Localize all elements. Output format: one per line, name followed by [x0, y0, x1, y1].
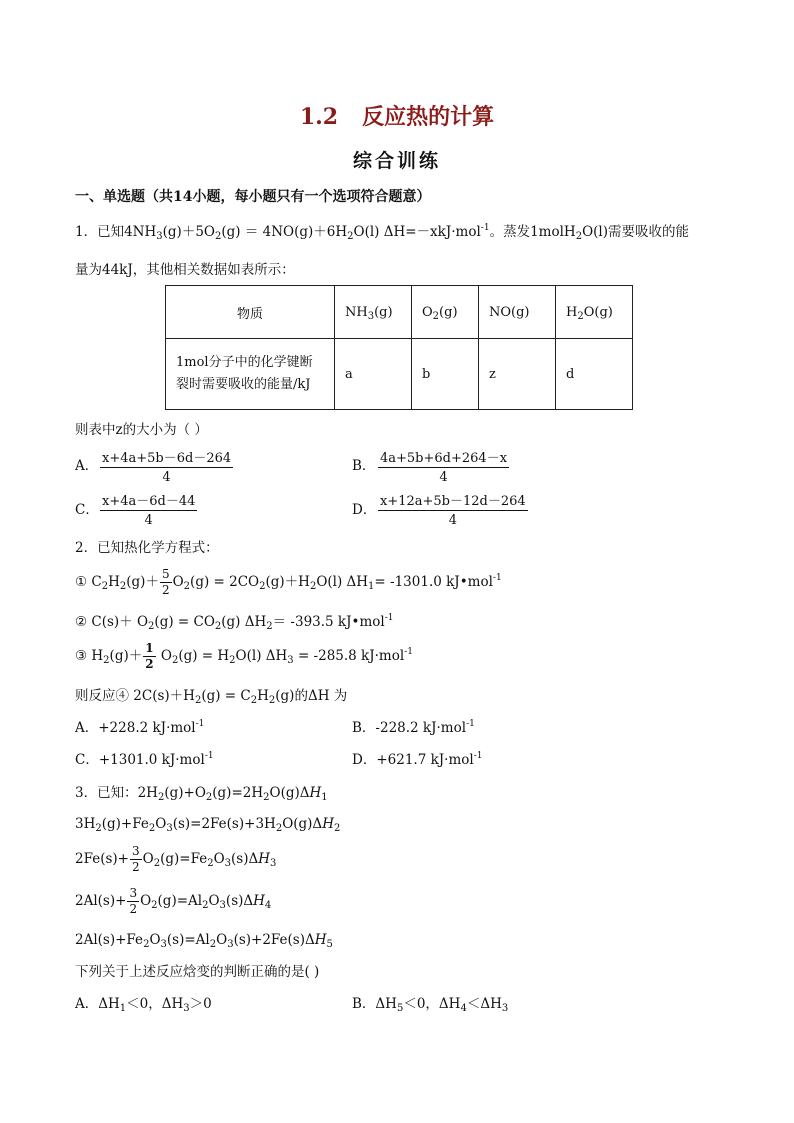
q1-option-c-label: C． [75, 502, 99, 518]
q3-option-a: A．$\Delta H_1<0$，$\Delta H_3>0$ [75, 996, 212, 1014]
q2-option-b: B．-228.2 kJ·mol$^{-1}$ [352, 719, 475, 736]
table-cell: a [335, 339, 412, 410]
table-header-o2: $O_2(g)$ [412, 286, 479, 339]
table-header-substance: 物质 [166, 286, 335, 339]
q3-question: 下列关于上述反应焓变的判断正确的是( ) [75, 964, 320, 980]
q2-option-a: A．+228.2 kJ·mol$^{-1}$ [75, 719, 205, 736]
bond-energy-table [165, 285, 633, 410]
q1-option-c-fraction: $\frac{x+4a-6d-44}{4}$ [100, 490, 197, 528]
section-heading: 一、单选题（共14小题，每小题只有一个选项符合题意） [75, 189, 431, 205]
q2-equation-3: ③ $H_2(g)+$ $\frac{1}{2}$ $O_2(g) = H_2O(l) \Delta H_3 = -285.8$ kJ·mol$^{-1}$ [75, 641, 413, 671]
q2-reaction-4: 则反应④ $2C(s)+H_2(g) = C_2H_2(g)$的ΔH 为 [75, 688, 348, 706]
q3-equation-4: 2Al(s)+ $\frac{3}{2}$ $O_2(g)=Al_2O_3(s)\Delta H_4$ [75, 886, 272, 916]
page-subtitle: 综合训练 [352, 150, 441, 172]
q1-option-b-fraction: $\frac{4a+5b+6d+264-x}{4}$ [378, 447, 509, 485]
table-row-label: 1mol分子中的化学键断 裂时需要吸收的能量/kJ [166, 339, 335, 410]
q2-option-d: D．+621.7 kJ·mol$^{-1}$ [352, 751, 483, 768]
q1-option-d-label: D． [352, 502, 377, 518]
q2-equation-1: ① $C_2H_2(g)+$ $\frac{5}{2}$ $O_2(g) = 2CO_2(g)+H_2O(l)$ $\Delta H_1= -1301.0$ kJ•mol$^{-1}$ [75, 567, 502, 597]
q2-option-c: C．+1301.0 kJ·mol$^{-1}$ [75, 751, 214, 768]
q2-equation-2: ② $C(s)+ O_2(g) = CO_2(g)$ $\Delta H_2= -393.5$ kJ•mol$^{-1}$ [75, 613, 394, 632]
q3-equation-3: 2Fe(s)+ $\frac{3}{2}$ $O_2(g)=Fe_2O_3(s)\Delta H_3$ [75, 844, 277, 874]
q3-equation-5: $2Al(s)+Fe_2O_3(s)=Al_2O_3(s)+2Fe(s)\Delta H_5$ [75, 932, 333, 950]
q1-stem-line1: 1．已知$4NH_3(g)+5O_2(g) = 4NO(g)+6H_2O(l)$ ΔH=－xkJ·mol$^{-1}$。蒸发1molH$_2$O(l)需要吸收的能 [75, 223, 689, 242]
q1-option-a-label: A． [75, 458, 99, 474]
section-number: 1.2 [299, 104, 339, 130]
q3-equation-2: $3H_2(g)+Fe_2O_3(s)=2Fe(s)+3H_2O(g)\Delta H_2$ [75, 816, 341, 834]
q1-option-b-label: B． [352, 458, 376, 474]
q1-question: 则表中z的大小为（ ） [75, 422, 208, 438]
q3-option-b: B．$\Delta H_5<0$，$\Delta H_4<\Delta H_3$ [352, 996, 509, 1014]
q1-option-a-fraction: $\frac{x+4a+5b-6d-264}{4}$ [100, 447, 233, 485]
table-header-no: NO(g) [479, 286, 556, 339]
q3-stem: 3．已知：$2H_2(g)+O_2(g)=2H_2O(g)\Delta H_1$ [75, 785, 328, 803]
table-cell: b [412, 339, 479, 410]
q1-option-d-fraction: $\frac{x+12a+5b-12d-264}{4}$ [378, 490, 528, 528]
table-cell: d [556, 339, 633, 410]
title-text: 反应热的计算 [362, 104, 495, 130]
q1-stem-line2: 量为44kJ，其他相关数据如表所示： [75, 262, 295, 278]
table-header-nh3: $NH_3(g)$ [335, 286, 412, 339]
table-header-h2o: $H_2O(g)$ [556, 286, 633, 339]
table-cell: z [479, 339, 556, 410]
q2-stem: 2．已知热化学方程式： [75, 540, 219, 556]
page-title [0, 100, 794, 131]
